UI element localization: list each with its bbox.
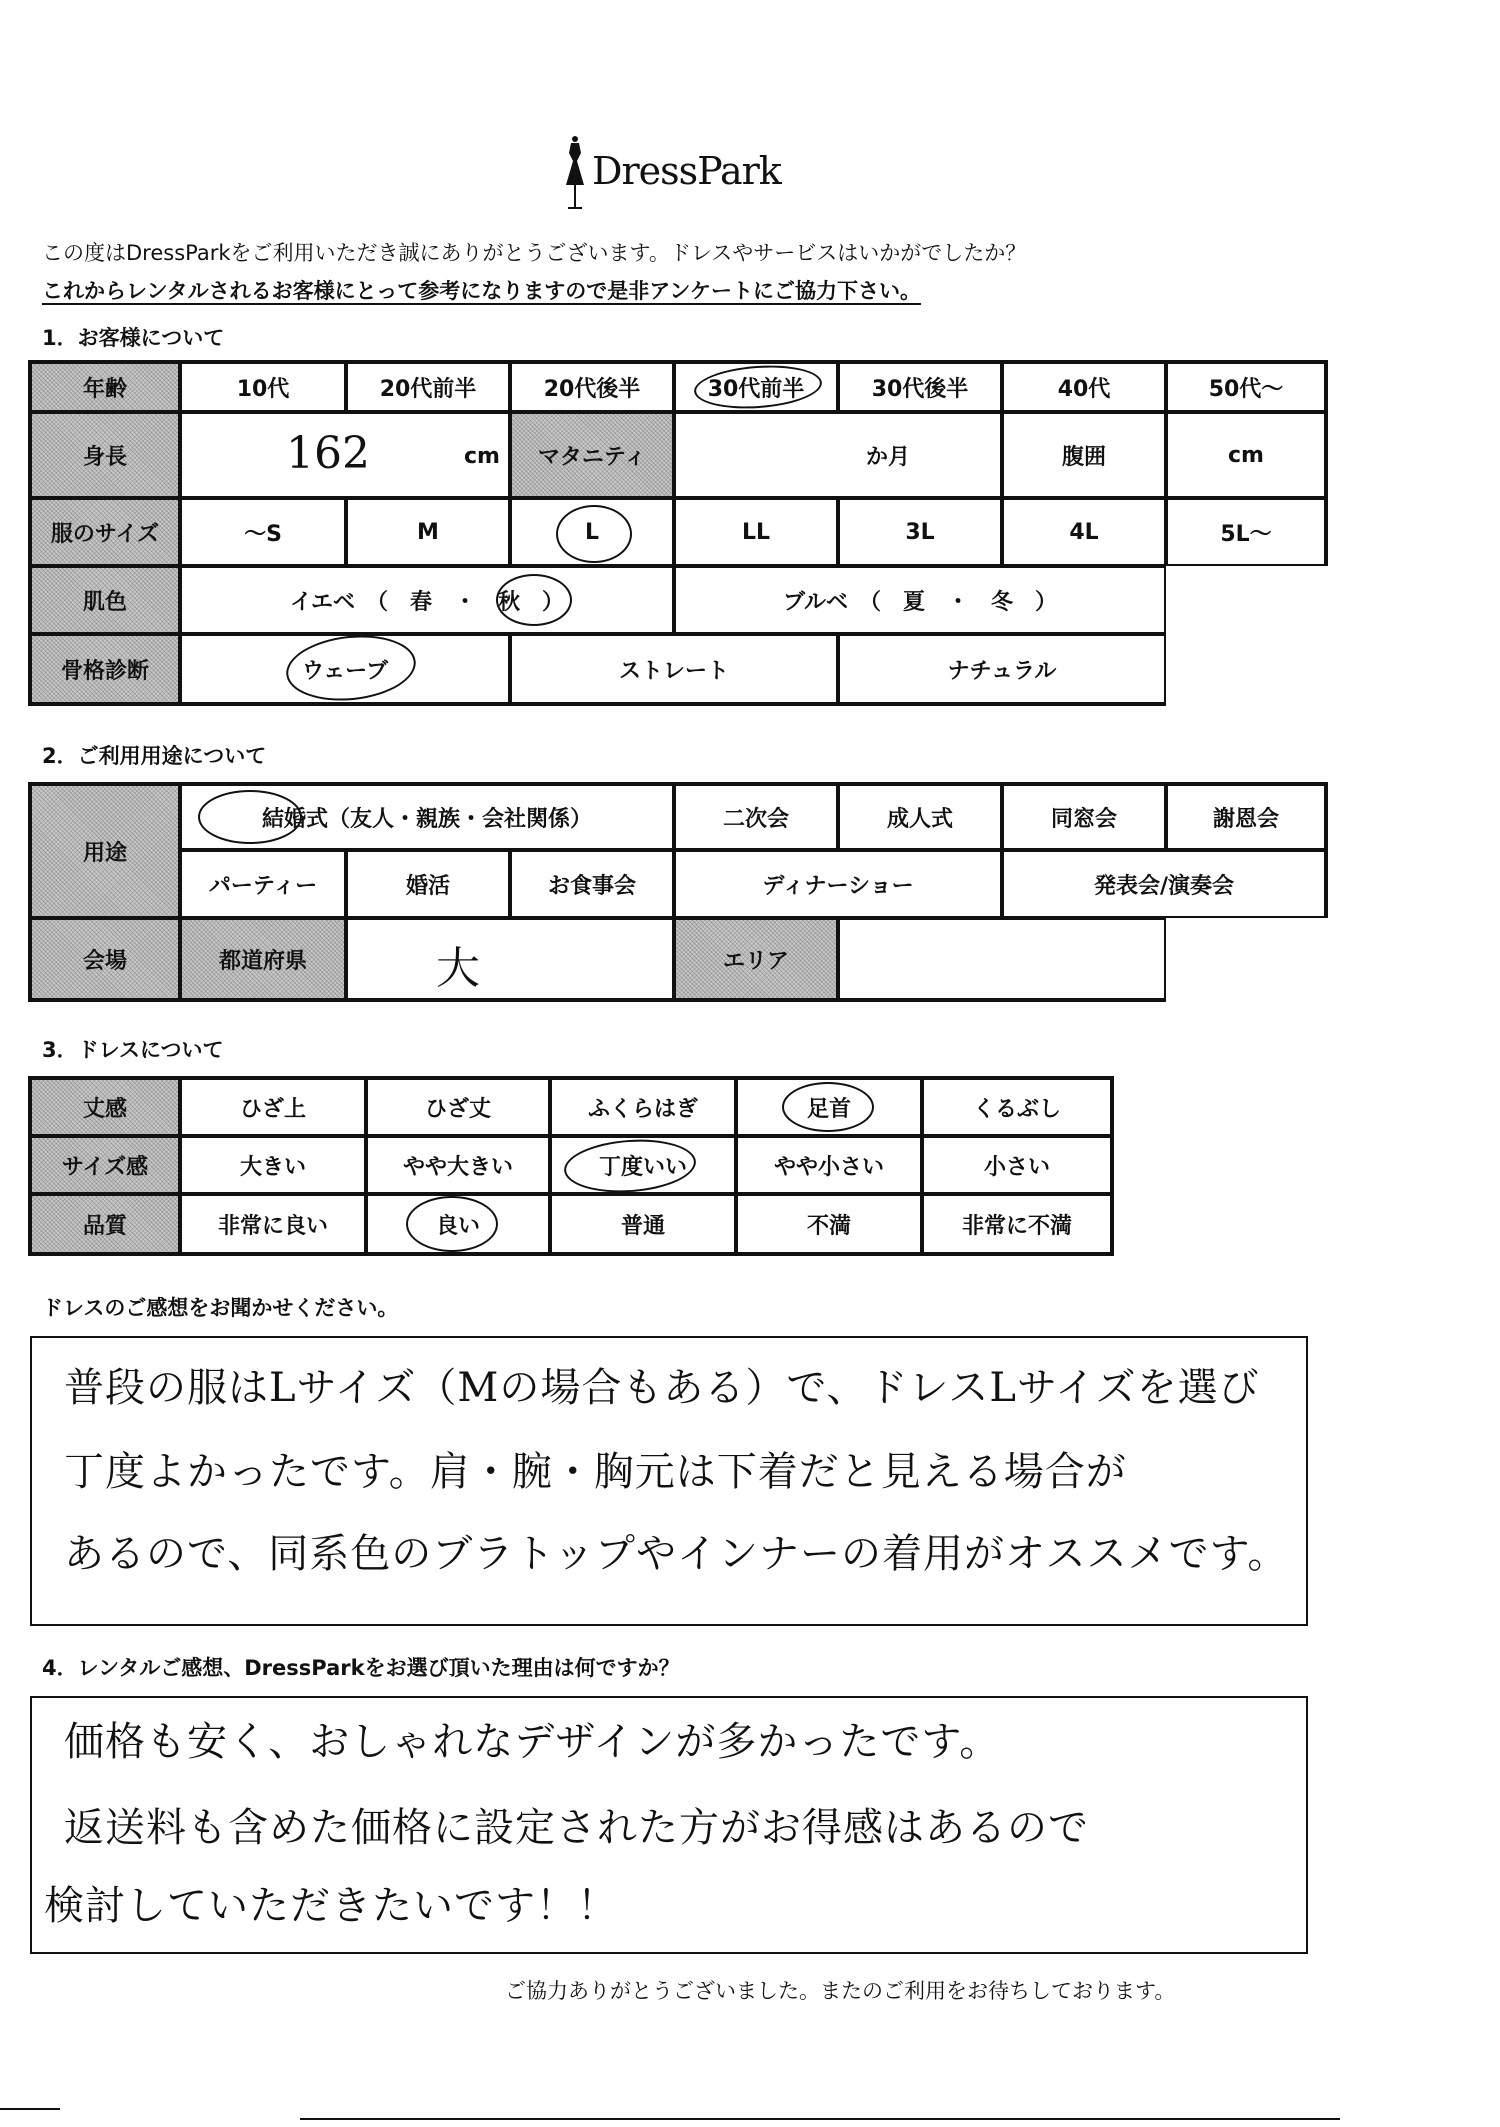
belly-label: 腹囲: [1002, 412, 1166, 498]
age-option[interactable]: 30代後半: [838, 362, 1002, 412]
age-option[interactable]: 20代前半: [346, 362, 510, 412]
size-option[interactable]: 5L〜: [1166, 498, 1326, 566]
area-field[interactable]: [838, 918, 1166, 1000]
length-option-selected[interactable]: 足首: [736, 1078, 922, 1136]
blank-area: [1166, 918, 1328, 1002]
purpose-label: 用途: [30, 784, 180, 918]
divider: [0, 2108, 60, 2110]
purpose-option[interactable]: 謝恩会: [1166, 784, 1326, 850]
age-option[interactable]: 50代〜: [1166, 362, 1326, 412]
impressions-line: あるので、同系色のブラトップやインナーの着用がオススメです。: [64, 1531, 1289, 1577]
size-option[interactable]: 3L: [838, 498, 1002, 566]
purpose-option[interactable]: 同窓会: [1002, 784, 1166, 850]
impressions-prompt: ドレスのご感想をお聞かせください。: [42, 1296, 399, 1320]
quality-label: 品質: [30, 1194, 180, 1254]
length-option[interactable]: くるぶし: [922, 1078, 1112, 1136]
age-option[interactable]: 10代: [180, 362, 346, 412]
age-option-selected[interactable]: 30代前半: [674, 362, 838, 412]
purpose-option[interactable]: 二次会: [674, 784, 838, 850]
yellow-base-option[interactable]: イエベ （ 春 ・ 秋 ）: [180, 566, 674, 634]
fit-option[interactable]: 大きい: [180, 1136, 366, 1194]
size-option[interactable]: M: [346, 498, 510, 566]
venue-label: 会場: [30, 918, 180, 1000]
size-option-selected[interactable]: L: [510, 498, 674, 566]
purpose-option[interactable]: お食事会: [510, 850, 674, 918]
size-option[interactable]: 〜S: [180, 498, 346, 566]
purpose-option[interactable]: パーティー: [180, 850, 346, 918]
section-2-title: 2．ご利用用途について: [42, 744, 267, 768]
impressions-line: 普段の服はLサイズ（Mの場合もある）で、ドレスLサイズを選び: [64, 1365, 1260, 1411]
fit-option-selected[interactable]: 丁度いい: [550, 1136, 736, 1194]
divider: [300, 2118, 1340, 2120]
purpose-option[interactable]: 成人式: [838, 784, 1002, 850]
quality-option[interactable]: 普通: [550, 1194, 736, 1254]
quality-option-selected[interactable]: 良い: [366, 1194, 550, 1254]
purpose-option[interactable]: 発表会/演奏会: [1002, 850, 1326, 918]
age-option[interactable]: 20代後半: [510, 362, 674, 412]
blank-area: [1166, 566, 1328, 706]
purpose-option-selected[interactable]: 結婚式（友人・親族・会社関係）: [180, 784, 674, 850]
skeleton-option[interactable]: ストレート: [510, 634, 838, 704]
size-label: 服のサイズ: [30, 498, 180, 566]
area-label: エリア: [674, 918, 838, 1000]
purpose-option[interactable]: 婚活: [346, 850, 510, 918]
length-label: 丈感: [30, 1078, 180, 1136]
age-label: 年齢: [30, 362, 180, 412]
fit-option[interactable]: やや小さい: [736, 1136, 922, 1194]
purpose-option[interactable]: ディナーショー: [674, 850, 1002, 918]
section-1-title: 1．お客様について: [42, 326, 225, 350]
height-unit: cm: [464, 444, 500, 469]
prefecture-label: 都道府県: [180, 918, 346, 1000]
size-option[interactable]: 4L: [1002, 498, 1166, 566]
intro-line-2: これからレンタルされるお客様にとって参考になりますので是非アンケートにご協力下さい。: [42, 279, 921, 303]
blue-base-option[interactable]: ブルベ （ 夏 ・ 冬 ）: [674, 566, 1166, 634]
intro-line-1: この度はDressParkをご利用いただき誠にありがとうございます。ドレスやサービスはいかがでしたか？: [42, 241, 1027, 265]
skeleton-option[interactable]: ナチュラル: [838, 634, 1166, 704]
footer-thanks: ご協力ありがとうございました。またのご利用をお待ちしております。: [505, 1979, 1176, 2003]
reason-line: 検討していただきたいです！！: [44, 1883, 618, 1929]
skin-label: 肌色: [30, 566, 180, 634]
dress-form-icon: [560, 135, 590, 215]
skeleton-label: 骨格診断: [30, 634, 180, 704]
brand-name: DressPark: [592, 149, 781, 193]
quality-option[interactable]: 非常に不満: [922, 1194, 1112, 1254]
length-option[interactable]: ひざ上: [180, 1078, 366, 1136]
maternity-months[interactable]: か月: [674, 412, 1002, 498]
skeleton-option-selected[interactable]: ウェーブ: [180, 634, 510, 704]
fit-option[interactable]: やや大きい: [366, 1136, 550, 1194]
impressions-line: 丁度よかったです。肩・腕・胸元は下着だと見える場合が: [64, 1449, 1127, 1495]
quality-option[interactable]: 非常に良い: [180, 1194, 366, 1254]
fit-option[interactable]: 小さい: [922, 1136, 1112, 1194]
reason-line: 価格も安く、おしゃれなデザインが多かったです。: [64, 1719, 1001, 1765]
fit-label: サイズ感: [30, 1136, 180, 1194]
dresspark-logo: [560, 135, 790, 215]
length-option[interactable]: ひざ丈: [366, 1078, 550, 1136]
belly-unit[interactable]: cm: [1166, 412, 1326, 498]
age-option[interactable]: 40代: [1002, 362, 1166, 412]
height-label: 身長: [30, 412, 180, 498]
section-3-title: 3．ドレスについて: [42, 1038, 224, 1062]
reason-line: 返送料も含めた価格に設定された方がお得感はあるので: [64, 1805, 1089, 1851]
section-4-title: 4．レンタルご感想、DressParkをお選び頂いた理由は何ですか？: [42, 1656, 680, 1680]
maternity-label: マタニティ: [510, 412, 674, 498]
prefecture-field[interactable]: [346, 918, 674, 1000]
quality-option[interactable]: 不満: [736, 1194, 922, 1254]
height-value: 162: [286, 428, 370, 479]
length-option[interactable]: ふくらはぎ: [550, 1078, 736, 1136]
size-option[interactable]: LL: [674, 498, 838, 566]
prefecture-value: 大: [436, 943, 480, 994]
